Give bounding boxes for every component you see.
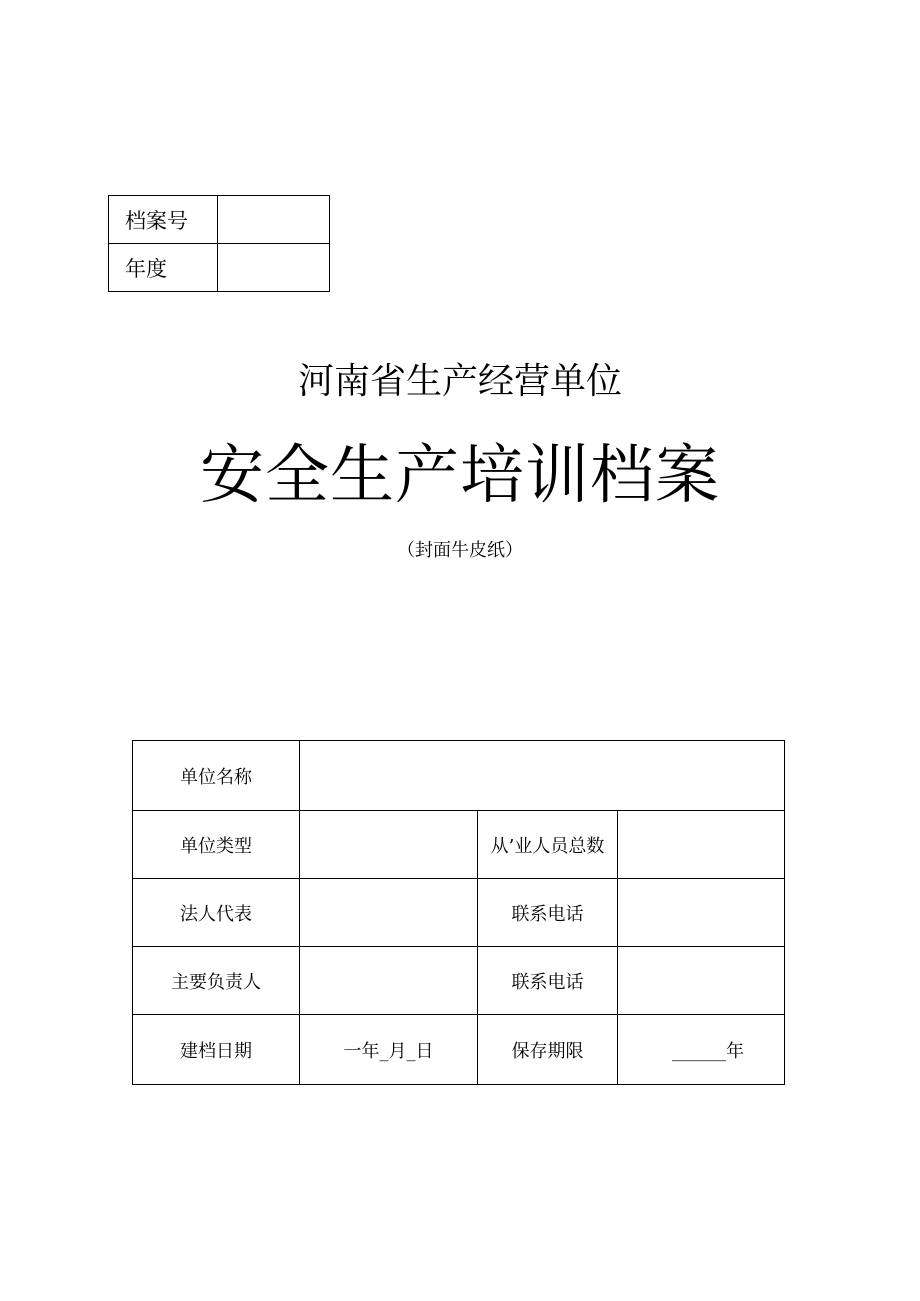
unit-name-cell[interactable] [300, 741, 785, 811]
staff-total-label: 从’业人员总数 [478, 811, 618, 879]
principal-label: 主要负责人 [133, 947, 300, 1015]
retention-period-label: 保存期限 [478, 1015, 618, 1085]
table-row [109, 244, 330, 292]
unit-type-cell[interactable] [300, 811, 478, 879]
phone-label: 联系电话 [478, 947, 618, 1015]
table-row [133, 879, 785, 947]
document-title-line1: 河南省生产经营单位 [297, 361, 622, 402]
archive-meta-table [108, 195, 330, 292]
table-row [133, 811, 785, 879]
table-row [133, 1015, 785, 1085]
year-cell[interactable] [218, 244, 330, 292]
principal-cell[interactable] [300, 947, 478, 1015]
year-label: 年度 [109, 244, 218, 292]
phone-cell[interactable] [618, 879, 785, 947]
document-title-line2: 安全生产培训档案 [200, 439, 720, 513]
unit-info-table [132, 740, 785, 1085]
staff-total-cell[interactable] [618, 811, 785, 879]
phone-label: 联系电话 [478, 879, 618, 947]
table-row [109, 196, 330, 244]
cover-note: （封面牛皮纸） [397, 540, 523, 561]
unit-type-label: 单位类型 [133, 811, 300, 879]
retention-period-cell[interactable]: ______年 [618, 1015, 785, 1085]
legal-representative-cell[interactable] [300, 879, 478, 947]
file-number-cell[interactable] [218, 196, 330, 244]
phone-cell[interactable] [618, 947, 785, 1015]
table-row [133, 741, 785, 811]
table-row [133, 947, 785, 1015]
file-number-label: 档案号 [109, 196, 218, 244]
unit-name-label: 单位名称 [133, 741, 300, 811]
filing-date-label: 建档日期 [133, 1015, 300, 1085]
filing-date-cell[interactable]: 一年_月_日 [300, 1015, 478, 1085]
legal-representative-label: 法人代表 [133, 879, 300, 947]
